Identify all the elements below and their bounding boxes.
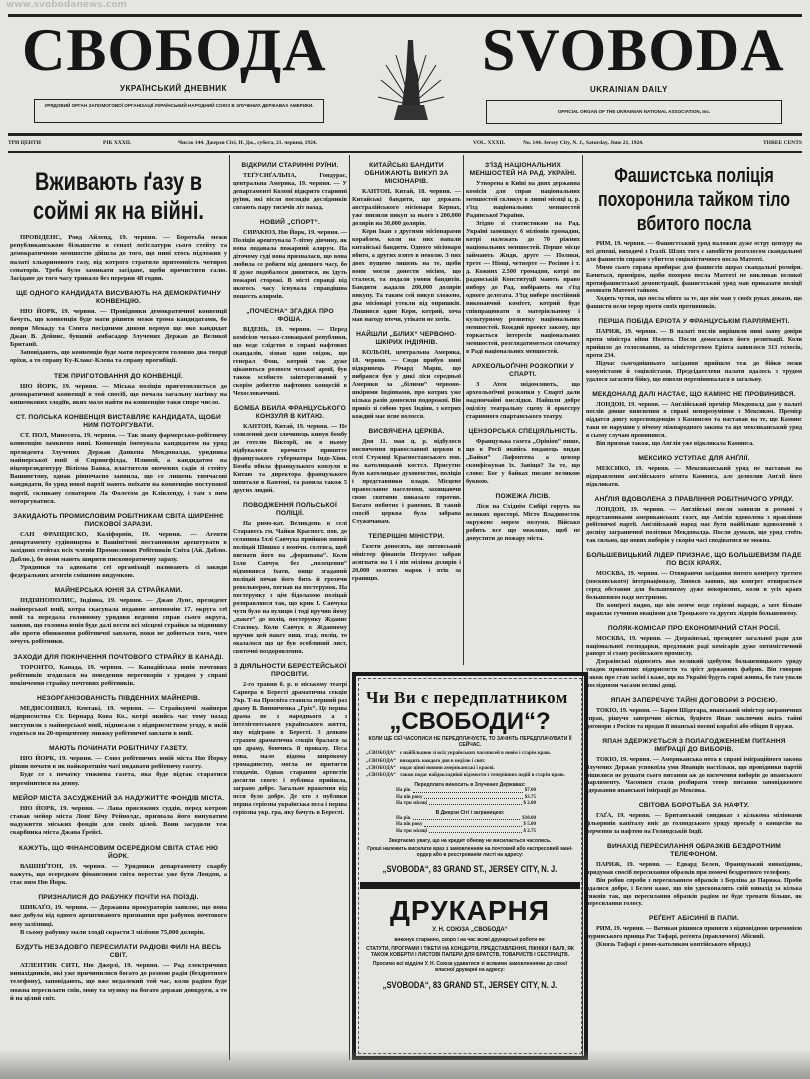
year-cyrillic: РІК XXXII.	[103, 140, 132, 146]
news-article	[10, 290, 227, 365]
news-article	[466, 428, 580, 486]
article-paragraph: КАНТОН, Китай, 18. червня. — Китайські бандити, що держать австралійського місіонаря Кернах, уже знизили викуп за нього з 200,000 долярів на 30,000 долярів.	[352, 188, 461, 227]
news-article	[10, 795, 227, 838]
article-headline: ВІДКРИЛИ СТАРИННІ РУЇНИ.	[241, 162, 339, 169]
news-article	[10, 654, 227, 689]
news-article	[586, 496, 802, 546]
article-paragraph: ТОРОНТО, Канада, 19. червня. — Канадійська юнія почтових робітників згодилася на поведення переговорів з урядом у справі покінчення страйку почтових робітників.	[10, 663, 227, 687]
rate-label: На три місяці	[396, 828, 428, 834]
article-paragraph: Згідно зі статистикою на Рад. Україні замешкує 6 міліонів громадян, котрі належать до 70 ріжних національних меншостей. Перше місце займають Жиди, друге — Поляки, третє — Німці, четверте — Росіяне і т. д. Кожних 2.500 громадян, котрі по радянській Конституції мають право вибору до Рад, вибірають на з'їзд одного делегата. З'їзд вибере постійний виконавчий комітет, котрий буде співпрацювати в матеріяльному і культурному розвитку національних меншостей. Кождий проект закону, що торкається інтересів національних меншостей, розглядатиметься спочатку в Раді національних меншостей.	[466, 220, 580, 355]
article-paragraph: СИРАКЮЗ, Ню Йорк, 19. червня. — Поліція арештувала 7-літну дівчину, як вона подавала пожарний алярум. На діточому суді вона призналася, що вона любила се робити від довшого часу, бо її дуже подобалося дивитися, як їдуть пожарні сторожі. В місті справді від якогось часу існувала справдішна пошесть алярмів.	[233, 229, 347, 300]
rate-label: На три місяці	[396, 800, 428, 806]
article-paragraph: Ходять чутки, що посла вбито за те, що він мав у своїх руках докази, що фашисти вели терор проти своїх противників.	[586, 295, 802, 311]
article-headline: АРХЕОЛЬОҐІЧНІ РОЗКОПКИ У СПАРТІ.	[471, 363, 575, 378]
article-paragraph: НЮ ЙОРК, 19. червня. — Міська поліція приготовляється до демократичної конвенції в той спосіб, що почала загальну нагінку на кишенкових злодіїв, яких мало найти на конвенцію таки споре число.	[10, 382, 227, 407]
ad-point-text: є найбільшою зі всіх українських часописей в новім і старім краю.	[399, 751, 552, 757]
watermark: www.svobodanews.com	[6, 0, 127, 10]
masthead-bottom-rule	[8, 133, 802, 136]
article-paragraph: НЮ ЙОРК, 19. червня. — Союз робітничих юній міста Ню Йорку рішив почати в як найкоротшім часі видавати робітничу газету.	[10, 754, 227, 771]
article-paragraph: (Князь Тафарі є римо-католиком коптійського обряду.)	[596, 941, 751, 949]
column-divider	[349, 155, 350, 1060]
rate-price: $ 2.75	[523, 828, 536, 834]
news-article	[586, 625, 802, 690]
issue-latin: No. 144. Jersey City, N. J., Saturday, June 21, 1924.	[523, 140, 644, 146]
masthead-title-cyrillic: СВОБОДА	[22, 17, 327, 83]
article-paragraph: ЛОНДОН, 19. червня. — Анґлійські посли заявили в розмові з представниками американських газет, що Анґлія вдоволена з правління робітничої партії. Анґлійський народ має бути найбільше вдоволений з доспіху заграничної політики Мекдоналда. Посли думали, що уряд стоїть так сильно, що нових виборів у скорім часі сподіватися не можна.	[586, 505, 802, 545]
article-headline: МЕКДОНАЛД ДАЛІ НАСТАЄ, ЩО КАМІНС НЕ ПРОВИНИВСЯ.	[592, 390, 796, 398]
article-headline: АНҐЛІЯ ВДОВОЛЕНА З ПРАВЛІННЯ РОБІТНИЧОГО УРЯДУ.	[594, 495, 794, 503]
article-paragraph: АТЛЕНТИК СИТІ, Ню Джерзі, 19. червня. — Рад електричних винахідників, які уже причинилися богато до розвою радія (бездротного телефону), заповідають, що вже недалекий той час, коли радіом буде можна пересилати спів, мову та музику на богато держав довкруги, а то й на цілий світ.	[10, 961, 227, 1002]
news-article	[586, 318, 802, 383]
ad-point-name: „СВОБОДА“	[366, 758, 396, 764]
issue-cyrillic: Число 144. Джерзи Сіті, Н. Дж., субота, 21. червня, 1924.	[178, 140, 318, 146]
article-paragraph: ШИКАҐО, 19. червня. — Державна прокураторія заявляє, що вона вже добула від одного арештованого признання про рабунок почтового возу залізниці.	[10, 904, 227, 928]
article-paragraph: САН ФРАНЦИСКО, Каліфорнія, 19. червня. — Агенти департаменту судівництва в Вашінґтоні постановили арештувати в західних стейтах всіх членів Промислових Робітників Світа (Ай. Даблю. Даблю.), бо вони мають ширити писковоратичну заразу.	[10, 531, 227, 563]
ad-point	[366, 766, 574, 772]
article-paragraph: МЕКСИКО, 19. червня. — Мексиканський уряд не наставав на відправлення анґлійського аґента Каминса, але дозволив Анґлії його відкликати.	[586, 464, 802, 488]
news-article	[586, 552, 802, 617]
article-headline: КАЖУТЬ, ЩО ФІНАНСОВИМ ОСЕРЕДКОМ СВІТА СТАЄ НЮ ЙОРК.	[18, 844, 219, 860]
article-paragraph: КАНТОН, Китай, 19. червня. — Не зловлений доси злочинець кинув бомбу до готелю Вікторії, як в ньому відбувалося врочисте принятте французького губернатора Індо-Хіни. Бомба вбила французького конзуля в Китаю та директора французького шпиталя в Кантоні, та ранила також 5 других людий.	[233, 423, 347, 494]
news-article	[10, 695, 227, 738]
article-paragraph: ТЕҐУСИҐАЛЬПА, Гондурас, центральна Америка, 19. червня. — У департаменті Колоні відкрито старинні руїни, які після поглядів дослідників сягають пару тисячів літ назад.	[233, 172, 347, 211]
news-article	[466, 162, 580, 356]
ad-rates-us	[366, 788, 574, 807]
subscription-advertisement	[352, 672, 588, 1060]
news-article	[586, 240, 802, 311]
article-headline: НЕЗОРГАНІЗОВАНІСТЬ ПІВДЕННИХ МАЙНЕРІВ.	[37, 695, 200, 703]
article-paragraph: КОЛЬОН, центральна Америка, 18. червня. — Сюди прибув нині відкривець Річард Марш, що вибрався був у дикі ліси середньої Америки за „білими“ червоно-шкірими Індіянами, про котрих уже кілька разів доносили подорожні. Він привіз зі собою трох Індіян, з котрих кождий має ясне волосся.	[352, 349, 461, 420]
article-headline: ЩЕ ОДНОГО КАНДИДАТА ВИСУВАЮТЬ НА ДЕМОКРАТИЧНУ КОНВЕНЦІЮ.	[16, 290, 221, 306]
article-paragraph: Буде се з початку тижнева газета, яка буде відтак старатися перемінитися на денну.	[10, 771, 227, 787]
masthead-subtitle-latin: UKRAINIAN DAILY	[590, 85, 668, 94]
ad-intro: КОЛИ ЩЕ СЕЇ ЧАСОПИСИ НЕ ПЕРЕДПЛАЧУЄТЕ, ТО ЗАЧНІТЬ ПЕРЕДПЛАЧУВАТИ ЇЇ СЕЙЧАС.	[368, 736, 572, 749]
article-headline: МАЮТЬ ПОЧИНАТИ РОБІТНИЧУ ГАЗЕТУ.	[49, 744, 188, 752]
article-paragraph: Урядники та адвокати сеї організації називають сі закиди федеральних агентів смішною видумкою.	[10, 563, 227, 580]
article-paragraph: З Атен звідомляють, що археольоґічні розкопки у Спарті дали надзвичайні вислідки. Найшли добре оцілілу театральну сцену й оркестру старинного спартанського театру.	[466, 381, 580, 420]
rate-leader-dots	[429, 829, 521, 833]
article-paragraph: Дня 11. мая ц. р. відбулося висвячення православної церкви в селі Стужиці Красноставського пов. на католицький костел. Присутнє було католицьке духовенство, поліція і представники влади. Місцеве православне населення, захищаючи свою святиню виказало спротив. Богато побитих і ранених. В такий спосіб церква була забрана Стужичанам.	[352, 438, 461, 525]
article-headline: СВІТОВА БОРОТЬБА ЗА НАФТУ.	[638, 802, 750, 810]
article-paragraph: Газети доносять, що литовський міністер фінансів Петрулєс забрав асигнати на 1 і пів міліона долярів і 20,000 золотих марок і втік за границю.	[352, 543, 461, 582]
news-article	[352, 533, 461, 583]
print-shop-line2: СТАТУТИ, ПРОГРАМИ І ТІКЕТИ НА КОНЦЕРТИ, ПРЕДСТАВЛЕННЯ, ПІКНІКИ І БАЛІ, ЯК ТАКОЖ КОВЕРТИ І ЛИСТОВІ ПАПЕРИ ДЛЯ БРАТСТВ, ТОВАРИСТВ І СЕСТРИЦТВ.	[366, 945, 574, 959]
article-paragraph: Французька газета „Opinion“ пише, що в Росії якийсь видавець видав „Байки“ Лафонтена а цензор сконфіскував їх. Завіщо? За те, що слово: Бог у байках писане великою буквою.	[466, 438, 580, 485]
ad-point	[366, 759, 574, 765]
article-paragraph: В сьому рабунку мали злодії скрасти 3 міліони 75,000 долярів.	[20, 928, 205, 936]
article-headline: ТЕПЕРІШНІ МІНІСТРИ.	[368, 533, 445, 540]
ad-rates-jc	[366, 816, 574, 835]
rate-price: $7.00	[524, 788, 536, 794]
news-article	[10, 894, 227, 937]
rate-label: На рік	[396, 788, 411, 794]
ad-note: Звертаємо увагу, що на кредит обнову не висилається часопись.	[388, 837, 552, 844]
article-paragraph: Ліси на Східнім Сибірі горуть на великих просторі. Місто Владивосток окружене морем полумя. Військо робить все що можливе, щоб не допустити до пожару міста.	[466, 503, 580, 542]
article-paragraph: ГАҐА, 19. червня. — Британський синдикат з кількома міліонами фльоринів капіталу вніс до голяндського уряду просьбу о концесію на верчення за нафтою на Голяндській Індії.	[586, 812, 802, 836]
news-article	[352, 162, 461, 324]
news-article	[352, 428, 461, 526]
news-article	[233, 162, 347, 212]
news-article	[466, 363, 580, 421]
print-shop-title: ДРУКАРНЯ	[389, 895, 550, 927]
column-2	[233, 155, 347, 1055]
news-article	[586, 843, 802, 908]
lead-headline: Фашистська поліція похоронила тайком тіло вбитого посла	[597, 165, 791, 235]
news-article	[586, 391, 802, 448]
ad-point-text: подає цінні новини американські і краєві.	[399, 765, 495, 771]
article-paragraph: НЮ ЙОРК, 19. червня. — Провідники демократичної конвенції бачуть, що конвенція буде мати рішити межи трома кандидатами, бо попри Мекаду та Смита посідними днями вернув ще яко кандидат Джан В. Дейвис, бувший амбасадор Злучених Держав до Великої Британії.	[10, 308, 227, 349]
article-paragraph: МОСКВА, 19. червня. — Дзержінські, президент загальної ради для національної господарки, предложив раді комісарів дуже оптимістичний рапорт зі стану російського промислу.	[586, 634, 802, 658]
volume-latin: VOL. XXXII.	[473, 140, 506, 146]
article-headline: БОЛЬШЕВИЦЬКИЙ ЛІДЕР ПРИЗНАЄ, ЩО БОЛЬШЕВИЗМ ПАДЕ ПО ВСІХ КРАЯХ.	[586, 552, 802, 568]
news-article	[10, 587, 227, 646]
article-paragraph: НЮ ЙОРК, 19. червня. — Лава присяжних суддів, перед котрою ставав мейор міста Лонґ Бічу Рейнолдс, признала його винуватим надужиття міських фондів для своїх цілей. Вони засудили теж скарбника міста Джана Ґрейсі.	[10, 804, 227, 837]
price-cyrillic: ТРИ ЦЕНТИ	[8, 140, 41, 146]
dateline-rule	[8, 151, 802, 153]
official-organ-box-cyrillic: УРЯДОВИЙ ОРГАН ЗАПОМОГОВОЇ ОРГАНІЗАЦІЇ УКРАЇНСЬКИЙ НАРОДНИЙ СОЮЗ В ЗЛУЧЕНИХ ДЕРЖАВАХ АМЕРИКИ.	[34, 99, 324, 123]
rate-label: На пів року	[396, 822, 423, 828]
rate-price: $3.75	[524, 794, 536, 800]
rate-label: На пів року	[396, 794, 423, 800]
news-article	[233, 663, 347, 817]
article-headline: ЯПАН ЗДЕРЖУЄТЬСЯ З ПОЛАГОДЖЕННЕМ ПИТАННЯ ІМІҐРАЦІЇ ДО ВИБОРІВ.	[602, 737, 786, 753]
article-paragraph: Заповідають, що конвенція буде мати перекусити головно два тверді оріхи, а то справу Ку-Клакс-Клена та справу прогибіції.	[10, 349, 227, 365]
ad-point	[366, 773, 574, 779]
rate-leader-dots	[413, 788, 523, 792]
ad-send-note: Гроші належить висилати враз з замовленням на почтовий або експресовий мані-ордер або в реєстрованім листі на адресу:	[367, 846, 573, 859]
lead-headline: Вживають ґазу в соймі як на війні.	[33, 168, 204, 225]
article-headline: ПОВОДЖЕННЯ ПОЛЬСЬКОЇ ПОЛІЦІЇ.	[242, 502, 338, 517]
news-article	[10, 944, 227, 1003]
article-headline: МЕКСИКО УСТУПАЄ ДЛЯ АНҐЛІЇ.	[638, 454, 750, 462]
news-article	[586, 697, 802, 731]
article-paragraph: МОСКВА, 19. червня. — Отвираючи засідання пятого конґресу третого (московського) інтернаціоналу, Зіновєв заявив, що конгрес отвирається серед обставин для большевизму дуже некорисних, коли в усіх краях большевизм паде нестримно.	[586, 570, 802, 601]
rate-leader-dots	[413, 816, 521, 820]
rate-leader-dots	[424, 822, 521, 826]
article-paragraph: Він признав також, що Анґлія уже відкликала Каминса.	[596, 440, 754, 448]
article-headline: НАЙШЛИ „БІЛИХ“ ЧЕРВОНО-ШКІРИХ ІНДІЯНІВ.	[356, 331, 457, 346]
print-shop-subtitle: У. Н. СОЮЗА „СВОБОДА“	[432, 927, 508, 934]
article-paragraph: Він робив спроби з пересиланнєм образків з Берліна до Парижа. Проби вдалися добре, і Белен каже, що він удосконалить свій винахід за кілька тижнів так, що пересилання образків радіом не буде тревати більше, як пересилання голосу.	[586, 876, 802, 908]
article-paragraph: Підчас сьогоднішнього засідання прийшло теж до бійки межи комуністами й соціялістами. Предсідателеви палати вдалось з трудом удалося загасити бійку, що поволи перемінювалася в загальну.	[586, 359, 802, 383]
article-headline: БОМБА ВБИЛА ФРАНЦУСЬКОГО КОНЗУЛЯ В КИТАЮ.	[233, 405, 347, 420]
article-paragraph: ВАШІНҐТОН, 19. червня. — Урядники департаменту скарбу кажуть, що осередком фінансовим світа перестає уже бути Лондон, а стає ним Ню Йорк.	[10, 862, 227, 886]
article-paragraph: ПРОВІДЕНС, Ровд Айленд, 19. червня. — Боротьба межи републиканською більшостю в сенаті леґіслатури сього стейту та демократичною меншостю дійшла до того, що нині хтось підложив у палаті хльоринового газу, від котрого стратило притомність чотирох сенаторів. Треба було замикати засідане, щоби прочистити галю. Засідане до того часу тривало без перерви 48 годин.	[10, 234, 227, 283]
article-paragraph: На римо-кат. Великдень в селі Старавесь гм. Чайки Красност. пов. до селянина Іллі Савчука прийшов пяний поліцай Шишко з помічн. солтиса, щоб вигнати його на „форшпана“. Коли Ілля Савчук без „полецення“ відмовився їхати, вище згаданий поліцай почав його бить й грозячи револьвером, погнав на постерунок. На постерунку з цім бідолахою поліцай розправлявся так, що крик І. Савчука чути було на вулицю і тоді вручив йому „пакет“ до поліц. постерунку Жданиє Стасюку. Коли Савчук в Жданному вручив цей пакет вищ. згад. поліц. то оказалося що це був особливий лист, свиточні поздоровлення.	[233, 520, 347, 655]
article-paragraph: ЛОНДОН, 19. червня. — Анґлійський премієр Мекдоналд дав у палаті послів довше вияснення в справі непорозуміння з Мексиком. Премієр віддатся довгу кореспонденцію з Каминсом та наставав на те, що Каминс таки не нарушив у нічому міжнародного закона та що мексиканський уряд в сьому случаю провинився.	[586, 400, 802, 440]
article-paragraph: ВІДЕНЬ, 19. червня. — Перед комісією чесько-словацької републики, що веде слідство в справі нафтових скандалів, зізнав один свідок, що генерал Фош, котрий так дуже цікавиться розвоєм чеської армії, був також особисто заінтересований у скорім добиттю нафтових концесій в Чехословаччині.	[233, 326, 347, 397]
dateline	[8, 139, 802, 150]
article-headline: МАЙНЕРСЬКА ЮНІЯ ЗА СТРАЙКАМИ.	[54, 587, 183, 595]
news-article	[233, 219, 347, 301]
masthead-subtitle-cyrillic: УКРАЇНСЬКИЙ ДНЕВНИК	[120, 84, 227, 93]
masthead-title-latin: SVOBODA	[482, 17, 785, 83]
article-headline: ЦЕНЗОРСЬКА СПЕЦІЯЛЬНІСТЬ.	[468, 428, 578, 435]
ad-title-line1: Чи Ви є передплатником	[366, 688, 568, 707]
print-shop-line3: Просимо всі відділи У. Н. Союза удаватися зі всякими замовленнями до своєї власної друкарні на адресу:	[372, 961, 568, 974]
official-organ-box-latin: OFFICIAL ORGAN OF THE UKRAINIAN NATIONAL ASSOCIATION, Inc.	[486, 100, 782, 124]
article-headline: НОВИЙ „СПОРТ“.	[259, 219, 321, 226]
news-article	[10, 234, 227, 283]
column-3	[352, 155, 461, 665]
article-headline: КИТАЙСЬКІ БАНДИТИ ОБНИЖАЮТЬ ВИКУП ЗА МІСІОНАРІВ.	[364, 162, 449, 185]
article-paragraph: Утворена в Київі на днях державна комісія для справ національних меншостей скликує в липні місяці ц. р. з'їзд національних меншостей Радянської України.	[466, 180, 580, 219]
column-divider	[229, 155, 230, 1060]
article-headline: ЗАХОДИ ДЛЯ ПОКІНЧЕННЯ ПОЧТОВОГО СТРАЙКУ В КАНАДІ.	[13, 653, 224, 661]
ad-point-text: виходить кождого дня в неділю і свят.	[399, 758, 486, 764]
news-article	[586, 738, 802, 796]
rate-leader-dots	[424, 795, 522, 799]
print-shop-address: „SVOBODA“, 83 GRAND ST., JERSEY CITY, N. J.	[382, 979, 558, 991]
ad-address: „SVOBODA“, 83 GRAND ST., JERSEY CITY, N. J.	[382, 864, 558, 876]
article-paragraph: ТОКІО, 19. червня. — Барон Шідегара, япанський міністер заграничних справ, рішучо заперечив вістки, буцімто Япан заключив якісь тайні договори з Росією та продав її япанські воєнні кораблі або обіцяв її оружя.	[586, 706, 802, 730]
news-article	[233, 308, 347, 398]
rate-label: На рік	[396, 816, 411, 822]
ad-point-name: „СВОБОДА“	[366, 765, 396, 771]
ad-points-list	[366, 751, 574, 779]
article-paragraph: Кери Ікан з другими місіонарами кораблем, коли на них напали китайські бандити. Одного місіонаря вбито, а других взято в неволю. З них двох пущено лишень на те, щоби вони могли донести місіям, що сталося, та подали умови бандитів. Бандити жадали 200,000 долярів викупу. Та таким сей викуп зложено, два місіонарі утекли від опришків. Лишився один Кери, котрий, хоча мав нагоду втечи, утікати не хотів.	[352, 228, 461, 323]
article-headline: БУДУТЬ НЕЗАДОВГО ПЕРЕСИЛАТИ РАДІОВІ ФИЛІ НА ВЕСЬ СВІТ.	[15, 943, 222, 959]
article-paragraph: ІНДІЯНОПОЛИС, Індіяна, 19. червня. — Джан Лунс, президент майнерської юнії, котра скасувала недавно автономію 17. округа сеї юнії та передала головному урядови ведення справ сього округа, заявив, що головна юнія буде далі вести всі місцеві страйки за підвишку або проти обниження робітничої заплати, поки не добються того, чого хочуть робітники.	[10, 597, 227, 646]
article-paragraph: ПАРИЖ, 19. червня. — В палаті послів вирішили нині заяву довіри проти міністра віїни Нолета. Посли домагалися його резиґнації. Коли прийшло до голосовання, за міністерством Еріота заявилося 313 голосів, проти 234.	[586, 328, 802, 359]
news-article	[352, 331, 461, 421]
news-article	[10, 414, 227, 506]
liberty-emblem-icon	[376, 35, 446, 130]
article-paragraph: ПАРИЖ, 19. червня. — Едвард Белен, Французький винахідник, придумав спосіб пересилання образків при помочі бездротного телефону.	[586, 860, 802, 876]
article-headline: „ПОЧЕСНА“ ЗГАДКА ПРО ФОША.	[246, 308, 334, 323]
article-paragraph: Мимо сього справа прибирає для фашистів щораз скандальні розміри. Бачиться, приміром, щоби похорон посла Матеоті не викликав великої протифашистської демонстрації, фашистський уряд мав приказати поліції поховати Матеоті тайком.	[586, 263, 802, 295]
news-article	[586, 915, 802, 949]
article-headline: ЗАКИДАЮТЬ ПРОМИСЛОВИМ РОБІТНИКАМ СВІТА ШИРЕННЄ ПИСКОВОЇ ЗАРАЗИ.	[13, 513, 224, 529]
article-headline: ПЕРША ПОБІДА ЕРІОТА У ФРАНЦУСЬКІМ ПАРЛЯМЕНТІ.	[598, 318, 790, 326]
news-article	[10, 745, 227, 788]
ad-point-text: також подає найдокладніші відомости з теперішних подій в старім краю.	[399, 773, 565, 779]
ad-point	[366, 751, 574, 757]
rate-price: $ 5.00	[523, 822, 536, 828]
news-article	[586, 455, 802, 489]
ad-point-name: „СВОБОДА“	[366, 751, 396, 757]
rate-price: $10.00	[522, 816, 536, 822]
ad-rates-us-title: Передплата виносить в Злучених Державах:	[414, 782, 526, 789]
print-shop-line1: виконує старанно, скоро і на час всякі друкарські роботи як:	[394, 936, 546, 943]
scan-bottom-shadow	[0, 1049, 810, 1079]
article-headline: З ДІЯЛЬНОСТИ БЕРЕСТЕЙСЬКОЇ ПРОСВІТИ.	[233, 663, 347, 678]
news-article	[233, 502, 347, 656]
article-paragraph: РИМ, 19. червня. — Фашистський уряд наложив дуже остру цензуру на всі депеші, виходячі з Італії. Шлях того є запобігти розголосом скандальної для фашистів справи з убиттєм соціялістичного посла Матеоті.	[586, 240, 802, 263]
news-article	[10, 845, 227, 888]
news-article	[10, 513, 227, 580]
column-1	[10, 154, 227, 1055]
news-article	[466, 493, 580, 543]
news-article	[10, 373, 227, 408]
article-paragraph: ТОКІО, 19. червня. — Американська нота в справі іміґраційного закона Злучених Держав успокоїла уми Япанців настільки, що провідники партій рішилися не рушати сього питання аж до вилечення виборів до япанського парляменту. Часописи стали розбирати тепер питання заповідженого здержання япанської іміґрації до Мексика.	[586, 755, 802, 795]
article-headline: ТЕЖ ПРИГОТОВАННЯ ДО КОНВЕНЦІЇ.	[54, 372, 183, 380]
ad-title-line2: „СВОБОДИ“?	[389, 708, 551, 735]
article-headline: ЯПАН ЗАПЕРЕЧУЄ ТАЙНІ ДОГОВОРИ З РОСІЄЮ.	[610, 696, 778, 704]
column-5	[586, 154, 802, 1055]
article-headline: СТ. ПОЛСЬКА КОНВЕНЦІЯ ВИСТАВЛЯЄ КАНДИДАТА, ЩОБИ НИМ ПОТОРГУВАТИ.	[16, 414, 221, 430]
rate-row	[396, 801, 536, 807]
column-4	[466, 155, 580, 665]
article-paragraph: По конґресі видно, що він менче веде серіозні наради, а зате більше вкраплає гучними оваціями для Троцького та других лідерів большевизму.	[586, 601, 802, 617]
article-headline: РЕҐЕНТ АБІСИНІЇ В ПАПИ.	[648, 915, 740, 923]
article-headline: ПРИЗНАЛИСЯ ДО РАБУНКУ ПОЧТИ НА ПОЇЗДІ.	[38, 894, 199, 902]
ad-separator	[360, 882, 580, 889]
article-paragraph: Дзержінські підносить яко великий здобуток большевицького уряду упадок приватних підприємств та зріст державних фабрик. Він говорив також про стан засіві і каже, що на Україні будуть гарні жнива, бо там упали посліднями часами великі дощі.	[586, 658, 802, 690]
article-headline: З'ЇЗД НАЦІОНАЛЬНИХ МЕНШОСТЕЙ НА РАД. УКРАЇНІ.	[469, 162, 577, 177]
news-article	[586, 802, 802, 836]
rate-price: $ 2.00	[523, 800, 536, 806]
article-paragraph: 2-го травня б. р. в міському театрі Сарвера в Бересті драматична секція Укр. Т-ва Просвіта ставила перший раз драму В. Винниченка „Гріх“. Це перша драма не з народнього а з інтелігентського українського життя, яку відіграно в Бересті. З деяким страхом драматична секція бралася за цю драму, боючись її провалу. Пєса нова, мало відома широкому громадянству, могла не притягти глядачів. Однак старання артистів досягли свого: і публика прийшла, заграно добре. Загальне враження від пєси було добре. Де хто з публики перша серіозна українська пєса і перша серіозна укр. гра, яку бачуть в Бересті.	[233, 681, 347, 816]
article-paragraph: РИМ, 19. червня. — Ватикан рішився приняти з відповідною церемонією муринського принца Рас Тафарі, реґента (правлячого) Абісинії.	[586, 925, 802, 941]
ad-rates-jc-title: В Джерзи Сіті і заграницею:	[435, 810, 505, 817]
article-headline: ПОЖЕЖА ЛІСІВ.	[495, 493, 551, 500]
article-headline: МЕЙОР МІСТА ЗАСУДЖЕНИЙ ЗА НАДУЖИТТЄ ФОНДІВ МІСТА.	[12, 794, 225, 802]
article-headline: ВИСВЯЧЕНА ЦЕРКВА.	[368, 428, 445, 435]
rate-row	[396, 829, 536, 835]
news-article	[233, 405, 347, 495]
price-latin: THREE CENTS	[763, 140, 802, 146]
article-headline: ВИНАХІД ПЕРЕСИЛАННЯ ОБРАЗКІВ БЕЗДРОТНИМ ТЕЛЕФОНОМ.	[607, 842, 781, 858]
article-paragraph: СТ. ПОЛ, Минесота, 19. червня. — Так звану фармерсько-робітничу конвенцію замкнено нині. Конвенція іменувала кандидатом на уряд президента Злучених Держав Данкена Мекдоналда, урядника майнерської юнії зі Спрингфілда, Илиной, а кандидатом на віцепрезидентуру Вілієма Бавка, властителя овочевих садів зі стейту Вашингтону, однак рівночасно заявила, що се лишень тимчасові кандидати, бо уряд нової партії мають поїхати на конвенцію поступової партії, скликану сенатором Ла Фолетом до Клівленду, і там з ним поторгуватися.	[10, 432, 227, 505]
article-paragraph: МЕДИСОНВИЛ, Кентакі, 19. червня. — Страйкуючі майнери підприємства Ст. Бернард Кова Ко., котрі якийсь час тому назад виступили з майнерської юнії, підписали з підприємством угоду, в якій годяться на 20-процентову знижку робітничої заплати в юнії.	[10, 705, 227, 737]
column-divider	[463, 155, 464, 665]
rate-leader-dots	[429, 801, 521, 805]
article-headline: ПОЛЯК-КОМІСАР ПРО ЕКОНОМІЧНИЙ СТАН РОСІЇ.	[607, 624, 781, 632]
ad-point-name: „СВОБОДА“	[366, 773, 396, 779]
